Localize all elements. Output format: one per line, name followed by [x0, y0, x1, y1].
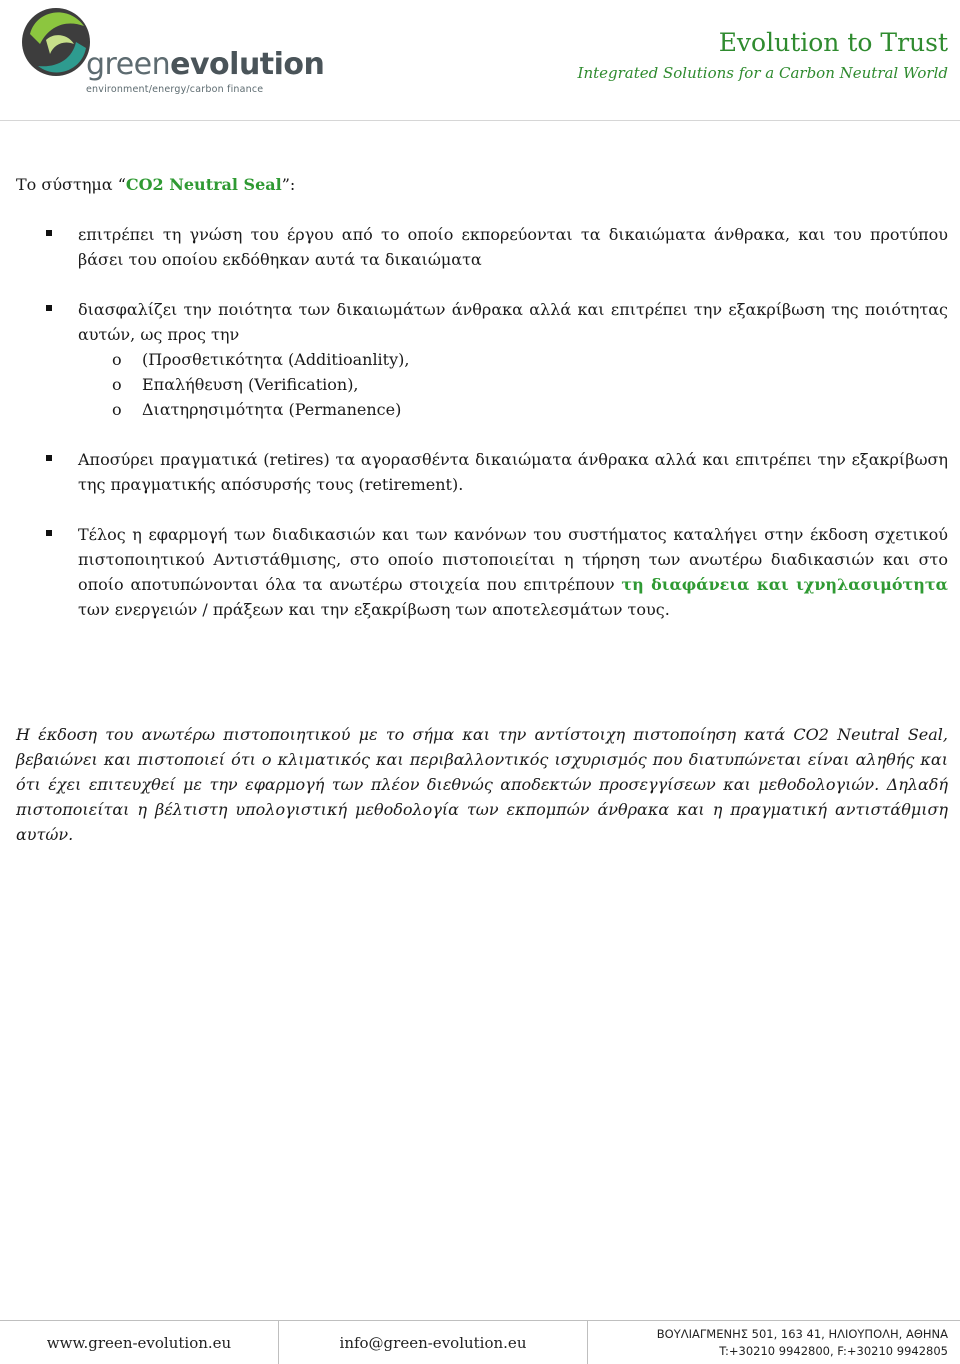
company-logo — [16, 4, 325, 100]
footer-email[interactable]: info@green-evolution.eu — [279, 1321, 588, 1364]
logo-wordmark: greenevolution — [86, 47, 325, 82]
footer-address: ΒΟΥΛΙΑΓΜΕΝΗΣ 501, 163 41, ΗΛΙΟΥΠΟΛΗ, ΑΘΗΝΑ — [656, 1326, 948, 1341]
bullet-text: Αποσύρει πραγματικά (retires) τα αγορασθέντα δικαιώματα άνθρακα αλλά και επιτρέπει την εξακρίβωση της πραγματικής απόσυρσής τους (retirement). — [78, 450, 948, 494]
footer-phone: T:+30210 9942800, F:+30210 9942805 — [719, 1343, 948, 1358]
bullet-item — [16, 447, 948, 497]
intro-highlight: CO2 Neutral Seal — [125, 175, 282, 194]
bullet-item — [16, 222, 948, 272]
circle-bullet-icon: o — [112, 375, 122, 394]
sub-list — [78, 347, 948, 422]
header-right — [578, 28, 948, 84]
header-subtitle: Integrated Solutions for a Carbon Neutral World — [577, 64, 948, 82]
header-title: Evolution to Trust — [718, 28, 948, 57]
bullet-item — [16, 522, 948, 622]
bullet-text: επιτρέπει τη γνώση του έργου από το οποίο εκπορεύονται τα δικαιώματα άνθρακα, και του προτύπου βάσει του οποίου εκδόθηκαν αυτά τα δικαιώματα — [78, 225, 948, 269]
logo-tagline: environment/energy/carbon finance — [86, 84, 264, 95]
sub-item: o (Προσθετικότητα (Additioanlity), — [78, 347, 948, 372]
square-bullet-icon — [46, 455, 52, 461]
bullet-text: διασφαλίζει την ποιότητα των δικαιωμάτων άνθρακα αλλά και επιτρέπει την εξακρίβωση της ποιότητας αυτών, ως προς την — [78, 300, 948, 344]
square-bullet-icon — [46, 530, 52, 536]
bullet-text: Τέλος η εφαρμογή των διαδικασιών και των κανόνων του συστήματος καταλήγει στην έκδοση σχετικού πιστοποιητικού Αντιστάθμισης, στο οποίο πιστοποιείται η τήρηση των ανωτέρω διαδικασιών και στο οποίο αποτυπώνονται όλα τα ανωτέρω στοιχεία που επιτρέπουν τη διαφάνεια και ιχνηλασιμότητα των ενεργειών / πράξεων και την εξακρίβωση των αποτελεσμάτων τους. — [78, 525, 948, 619]
footer — [0, 1321, 960, 1364]
bullet-item — [16, 297, 948, 422]
circle-bullet-icon: o — [112, 400, 122, 419]
intro-line: Το σύστημα “CO2 Neutral Seal”: — [16, 175, 296, 194]
logo-mark-icon — [16, 4, 96, 84]
footer-website[interactable]: www.green-evolution.eu — [0, 1321, 279, 1364]
square-bullet-icon — [46, 230, 52, 236]
square-bullet-icon — [46, 305, 52, 311]
bullet-list — [16, 222, 948, 622]
sub-item: o Διατηρησιμότητα (Permanence) — [78, 397, 948, 422]
footer-contact — [588, 1321, 960, 1364]
header-divider — [0, 120, 960, 121]
closing-paragraph: Η έκδοση του ανωτέρω πιστοποιητικού με το σήμα και την αντίστοιχη πιστοποίηση κατά CO2 Neutral Seal, βεβαιώνει και πιστοποιεί ότι ο κλιματικός και περιβαλλοντικός ισχυρισμός που διατυπώνεται είναι αληθής και ότι έχει επιτευχθεί με την εφαρμογή των πλέον διεθνώς αποδεκτών προσεγγίσεων και μεθοδολογιών. Δηλαδή πιστοποιείται η βέλτιστη υπολογιστική μεθοδολογία των εκπομπών άνθρακα και η πραγματική αντιστάθμιση αυτών. — [16, 725, 948, 844]
bullet-highlight: τη διαφάνεια και ιχνηλασιμότητα — [621, 575, 948, 594]
circle-bullet-icon: o — [112, 350, 122, 369]
sub-item: o Επαλήθευση (Verification), — [78, 372, 948, 397]
